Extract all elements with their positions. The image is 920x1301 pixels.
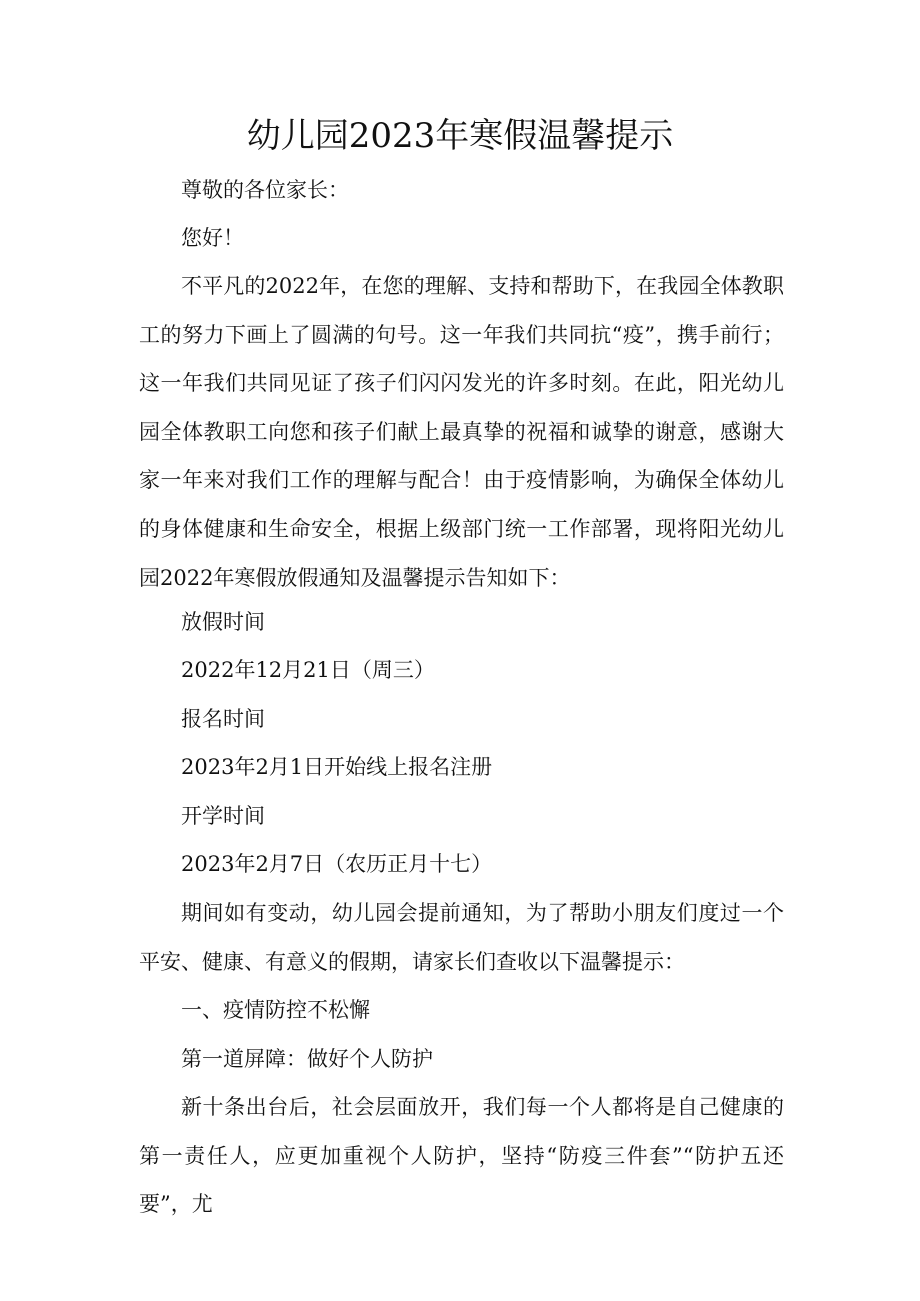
school-start-date: 2023年2月7日（农历正月十七） <box>181 852 493 876</box>
salutation: 尊敬的各位家长： <box>181 178 349 202</box>
holiday-date: 2022年12月21日（周三） <box>181 658 435 682</box>
registration-date: 2023年2月1日开始线上报名注册 <box>181 755 493 779</box>
greeting: 您好！ <box>181 226 244 250</box>
holiday-label: 放假时间 <box>181 610 265 634</box>
section-1-heading: 一、疫情防控不松懈 <box>181 998 370 1022</box>
document-title: 幼儿园2023年寒假温馨提示 <box>246 116 674 156</box>
subsection-1-paragraph: 新十条出台后，社会层面放开，我们每一个人都将是自己健康的第一责任人，应更加重视个人防护，坚持“防疫三件套”“防护五还要”，尤 <box>139 1095 784 1217</box>
subsection-1-heading: 第一道屏障：做好个人防护 <box>181 1047 433 1071</box>
intro-paragraph: 不平凡的2022年，在您的理解、支持和帮助下，在我园全体教职工的努力下画上了圆满的句号。这一年我们共同抗“疫”，携手前行；这一年我们共同见证了孩子们闪闪发光的许多时刻。在此，阳光幼儿园全体教职工向您和孩子们献上最真挚的祝福和诚挚的谢意，感谢大家一年来对我们工作的理解与配合！由于疫情影响，为确保全体幼儿的身体健康和生命安全，根据上级部门统一工作部署，现将阳光幼儿园2022年寒假放假通知及温馨提示告知如下： <box>139 274 784 590</box>
notice-paragraph: 期间如有变动，幼儿园会提前通知，为了帮助小朋友们度过一个平安、健康、有意义的假期，请家长们查收以下温馨提示： <box>139 901 784 974</box>
school-start-label: 开学时间 <box>181 804 265 828</box>
registration-label: 报名时间 <box>181 707 265 731</box>
